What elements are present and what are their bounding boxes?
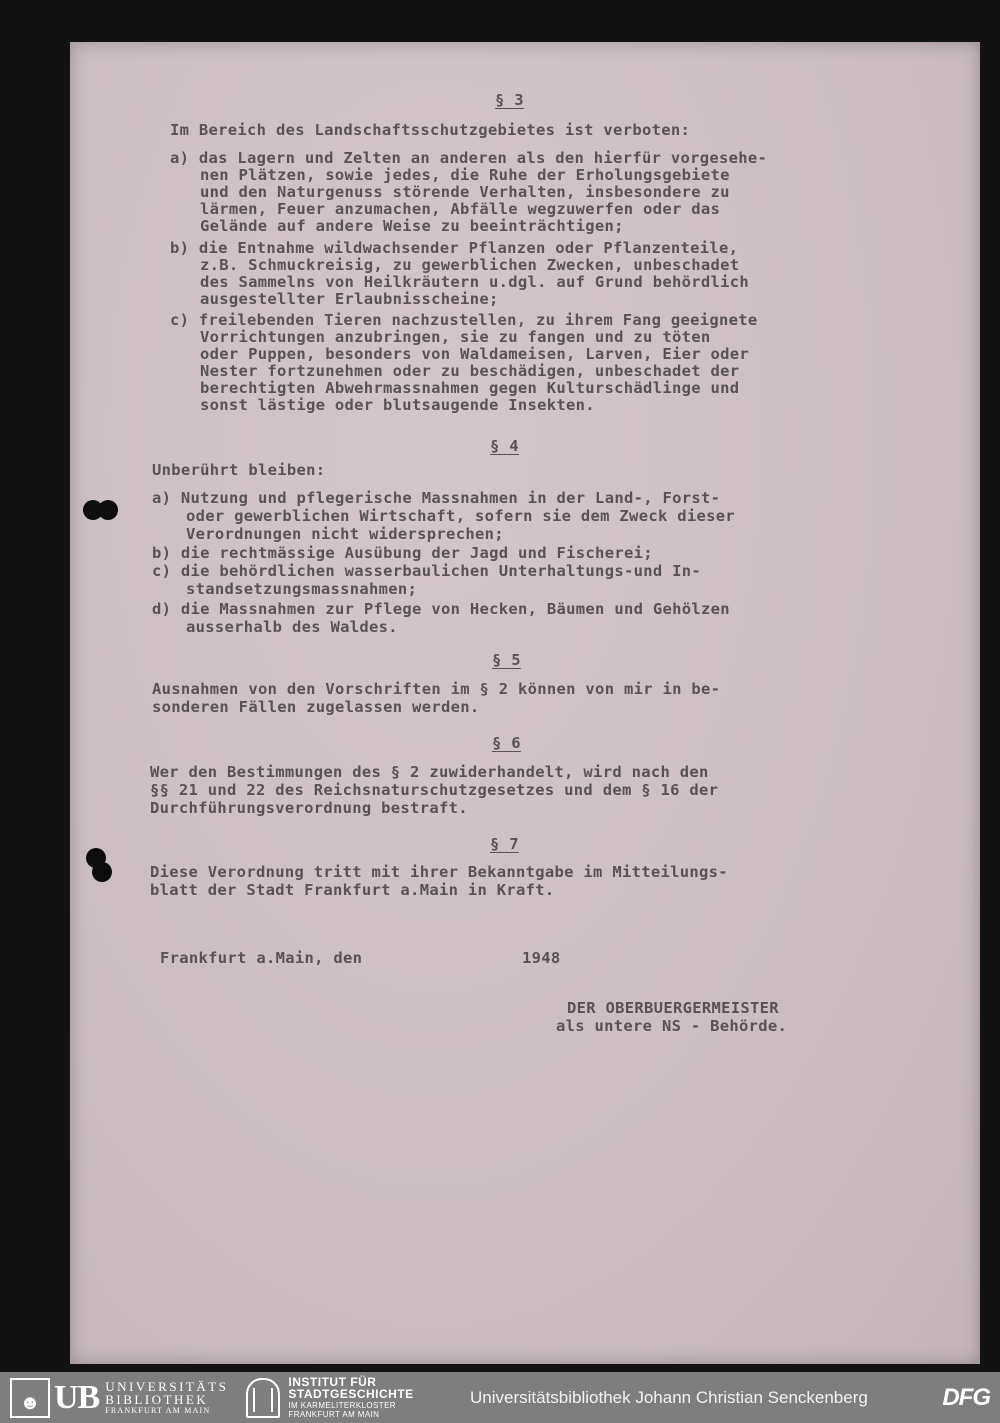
text-line: und den Naturgenuss störende Verhalten, insbesondere zu (200, 183, 730, 201)
ub-logo[interactable] (10, 1378, 228, 1418)
isg-line-4: FRANKFURT AM MAIN (288, 1410, 380, 1419)
text-line: nen Plätzen, sowie jedes, die Ruhe der Erholungsgebiete (200, 166, 730, 184)
portrait-icon: ☻ (10, 1378, 50, 1418)
text-line: z.B. Schmuckreisig, zu gewerblichen Zwecken, unbeschadet (200, 256, 740, 274)
signature-authority: als untere NS - Behörde. (556, 1017, 788, 1035)
isg-line-2: STADTGESCHICHTE (288, 1387, 414, 1401)
signature-title: DER OBERBUERGERMEISTER (567, 999, 779, 1017)
text-line: §§ 21 und 22 des Reichsnaturschutzgesetzes und dem § 16 der (150, 781, 719, 799)
section-heading: § 5 (492, 651, 521, 669)
text-line: Gelände auf andere Weise zu beeinträchtigen; (200, 217, 624, 235)
text-line: lärmen, Feuer anzumachen, Abfälle wegzuwerfen oder das (200, 200, 721, 218)
text-line: Durchführungsverordnung bestraft. (150, 799, 468, 817)
text-line: standsetzungsmassnahmen; (186, 580, 418, 598)
text-line: des Sammelns von Heilkräutern u.dgl. auf Grund behördlich (200, 273, 750, 291)
isg-name (288, 1376, 413, 1419)
footer-bar (0, 1372, 1000, 1423)
ub-letters: UB (54, 1378, 100, 1416)
section-heading: § 4 (490, 437, 519, 455)
text-line: oder Puppen, besonders von Waldameisen, Larven, Eier oder (200, 345, 750, 363)
text-line: sonderen Fällen zugelassen werden. (152, 698, 480, 716)
text-line: Wer den Bestimmungen des § 2 zuwiderhandelt, wird nach den (150, 763, 709, 781)
text-line: Vorrichtungen anzubringen, sie zu fangen und zu töten (200, 328, 711, 346)
text-line: b) die rechtmässige Ausübung der Jagd und Fischerei; (152, 544, 653, 562)
text-line: a) Nutzung und pflegerische Massnahmen in der Land-, Forst- (152, 489, 721, 507)
text-line: c) freilebenden Tieren nachzustellen, zu ihrem Fang geeignete (170, 311, 758, 329)
text-line: d) die Massnahmen zur Pflege von Hecken, Bäumen und Gehölzen (152, 600, 730, 618)
section-heading: § 3 (495, 91, 524, 109)
text-line: Verordnungen nicht widersprechen; (186, 525, 504, 543)
ub-name (105, 1380, 228, 1416)
text-line: ausgestellter Erlaubnisscheine; (200, 290, 499, 308)
isg-line-3: IM KARMELITERKLOSTER (288, 1401, 396, 1410)
year: 1948 (522, 949, 561, 967)
text-line: Im Bereich des Landschaftsschutzgebietes ist verboten: (170, 121, 691, 139)
section-heading: § 6 (492, 734, 521, 752)
ub-line-1: UNIVERSITÄTS (105, 1378, 229, 1394)
text-line: Diese Verordnung tritt mit ihrer Bekanntgabe im Mitteilungs- (150, 863, 728, 881)
text-line: c) die behördlichen wasserbaulichen Unterhaltungs-und In- (152, 562, 702, 580)
text-line: ausserhalb des Waldes. (186, 618, 398, 636)
place-date: Frankfurt a.Main, den (160, 949, 363, 967)
dfg-logo[interactable]: DFG (942, 1383, 990, 1411)
library-name: Universitätsbibliothek Johann Christian Senckenberg (470, 1387, 868, 1407)
ub-line-2: BIBLIOTHEK (105, 1391, 209, 1407)
text-line: berechtigten Abwehrmassnahmen gegen Kulturschädlinge und (200, 379, 740, 397)
text-line: Ausnahmen von den Vorschriften im § 2 können von mir in be- (152, 680, 721, 698)
ub-line-3: FRANKFURT AM MAIN (105, 1405, 211, 1415)
text-line: blatt der Stadt Frankfurt a.Main in Kraft. (150, 881, 555, 899)
text-line: b) die Entnahme wildwachsender Pflanzen oder Pflanzenteile, (170, 239, 739, 257)
text-line: oder gewerblichen Wirtschaft, sofern sie dem Zweck dieser (186, 507, 736, 525)
text-line: a) das Lagern und Zelten an anderen als den hierfür vorgesehe- (170, 149, 768, 167)
text-line: Nester fortzunehmen oder zu beschädigen, unbeschadet der (200, 362, 740, 380)
section-heading: § 7 (490, 835, 519, 853)
text-line: Unberührt bleiben: (152, 461, 326, 479)
isg-line-1: INSTITUT FÜR (288, 1375, 377, 1389)
isg-logo[interactable] (246, 1376, 413, 1419)
arch-icon (246, 1378, 280, 1418)
text-line: sonst lästige oder blutsaugende Insekten. (200, 396, 595, 414)
